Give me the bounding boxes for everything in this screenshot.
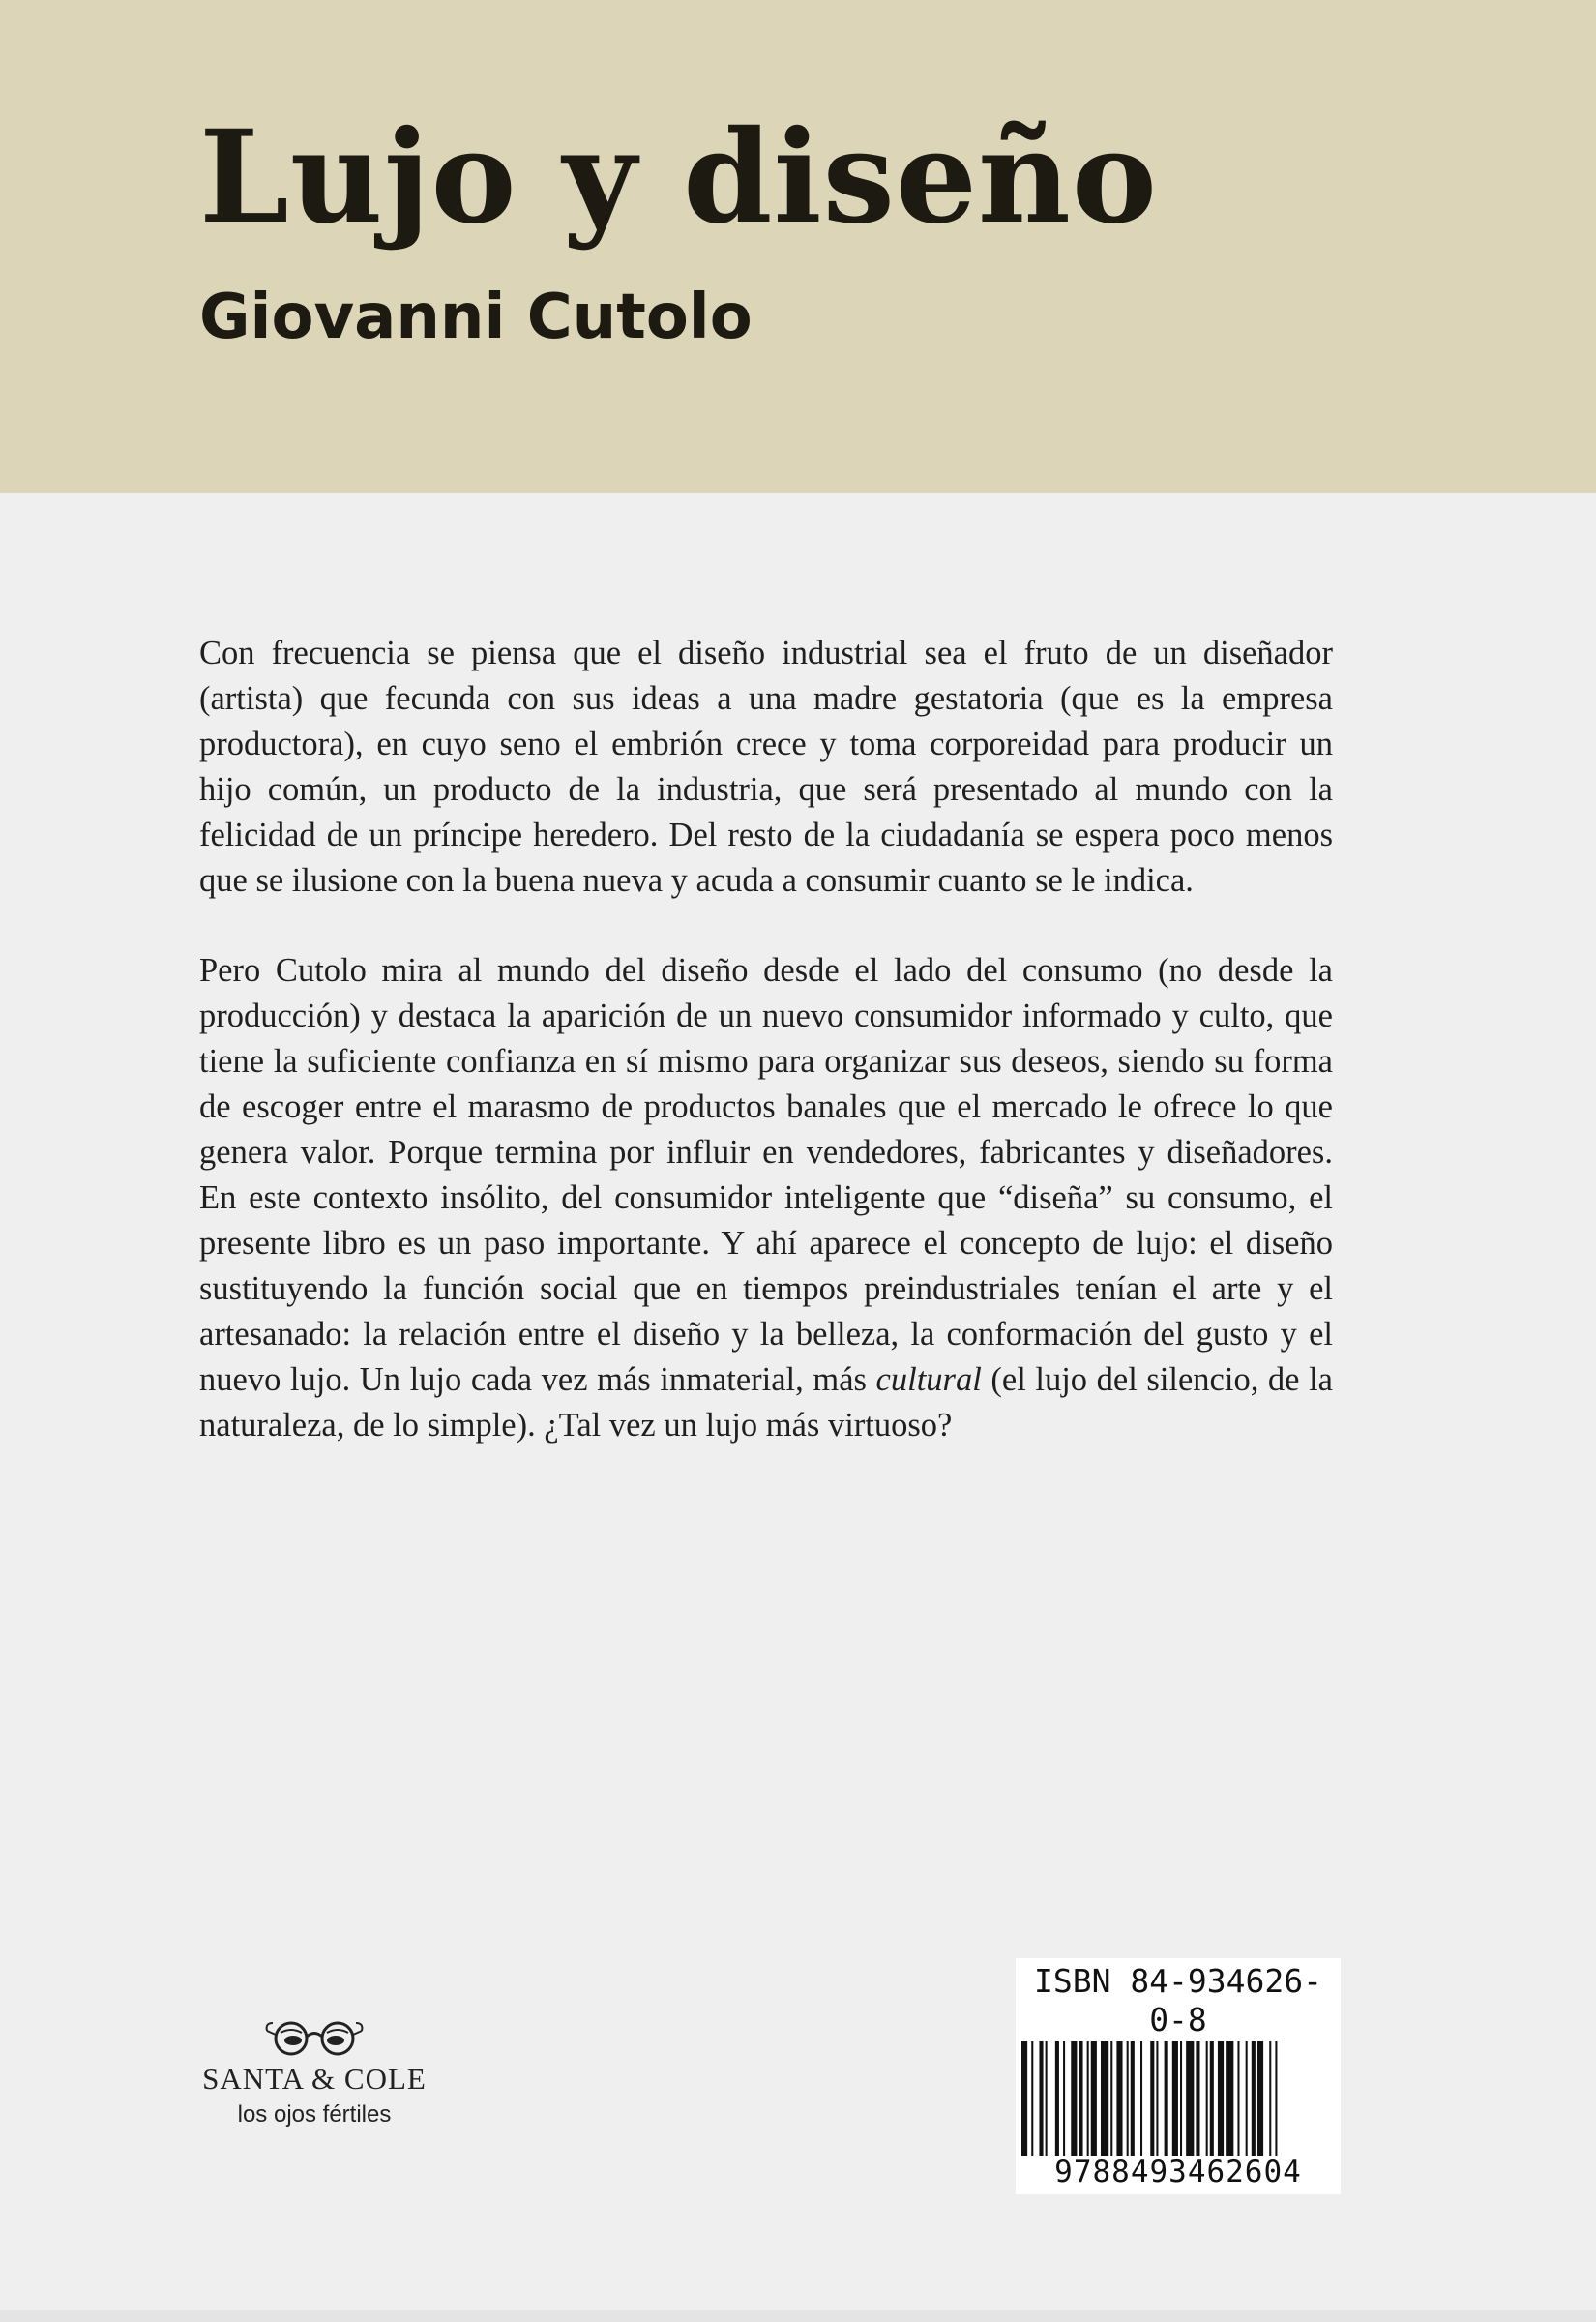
book-author: Giovanni Cutolo [199,282,753,353]
eyeglasses-icon [261,2017,368,2056]
isbn-label: ISBN 84-934626-0-8 [1033,1962,1322,2039]
blurb-paragraph-1: Con frecuencia se piensa que el diseño industrial sea el fruto de un diseñador (artista) que fecunda con sus ideas a una madre gestatoria (que es la empresa productora), en cuyo seno el embrión crece y toma corporeidad para producir un hijo común, un producto de la industria, que será presentado al mundo con la felicidad de un príncipe heredero. Del resto de la ciudadanía se espera poco menos que se ilusione con la buena nueva y acuda a consumir cuanto se le indica. [199,635,1333,899]
publisher-series: los ojos fértiles [237,2101,392,2128]
publisher-name: SANTA & COLE [202,2062,427,2096]
blurb-paragraph-2 [199,948,1333,1448]
book-title: Lujo y diseño [199,103,1158,253]
back-cover-blurb [199,631,1333,1493]
publisher-logo [193,2017,435,2129]
blurb-paragraph-2-start: Pero Cutolo mira al mundo del diseño desde el lado del consumo (no desde la producción) y destaca la aparición de un nuevo consumidor informado y culto, que tiene la suficiente confianza en sí mismo para organizar sus deseos, siendo su forma de escoger entre el marasmo de productos banales que el mercado le ofrece lo que genera valor. Porque termina por influir en vendedores, fabricantes y diseñadores. En este contexto insólito, del consumidor inteligente que “diseña” su consumo, el presente libro es un paso importante. Y ahí aparece el concepto de lujo: el diseño sustituyendo la función social que en tiempos preindustriales tenían el arte y el artesanado: la relación entre el diseño y la belleza, la conformación del gusto y el nuevo lujo. Un lujo cada vez más inmaterial, más [199,952,1333,1398]
ean-digits: 9788493462604 [1054,2155,1302,2189]
bottom-edge [0,2310,1596,2322]
barcode-bars [1019,2041,1338,2156]
isbn-barcode [1016,1958,1341,2194]
blurb-paragraph-2-end: (el lujo del silencio, de la naturaleza, de lo simple). ¿Tal vez un lujo más virtuoso? [199,1361,1333,1444]
blurb-italic-word: cultural [875,1361,982,1398]
